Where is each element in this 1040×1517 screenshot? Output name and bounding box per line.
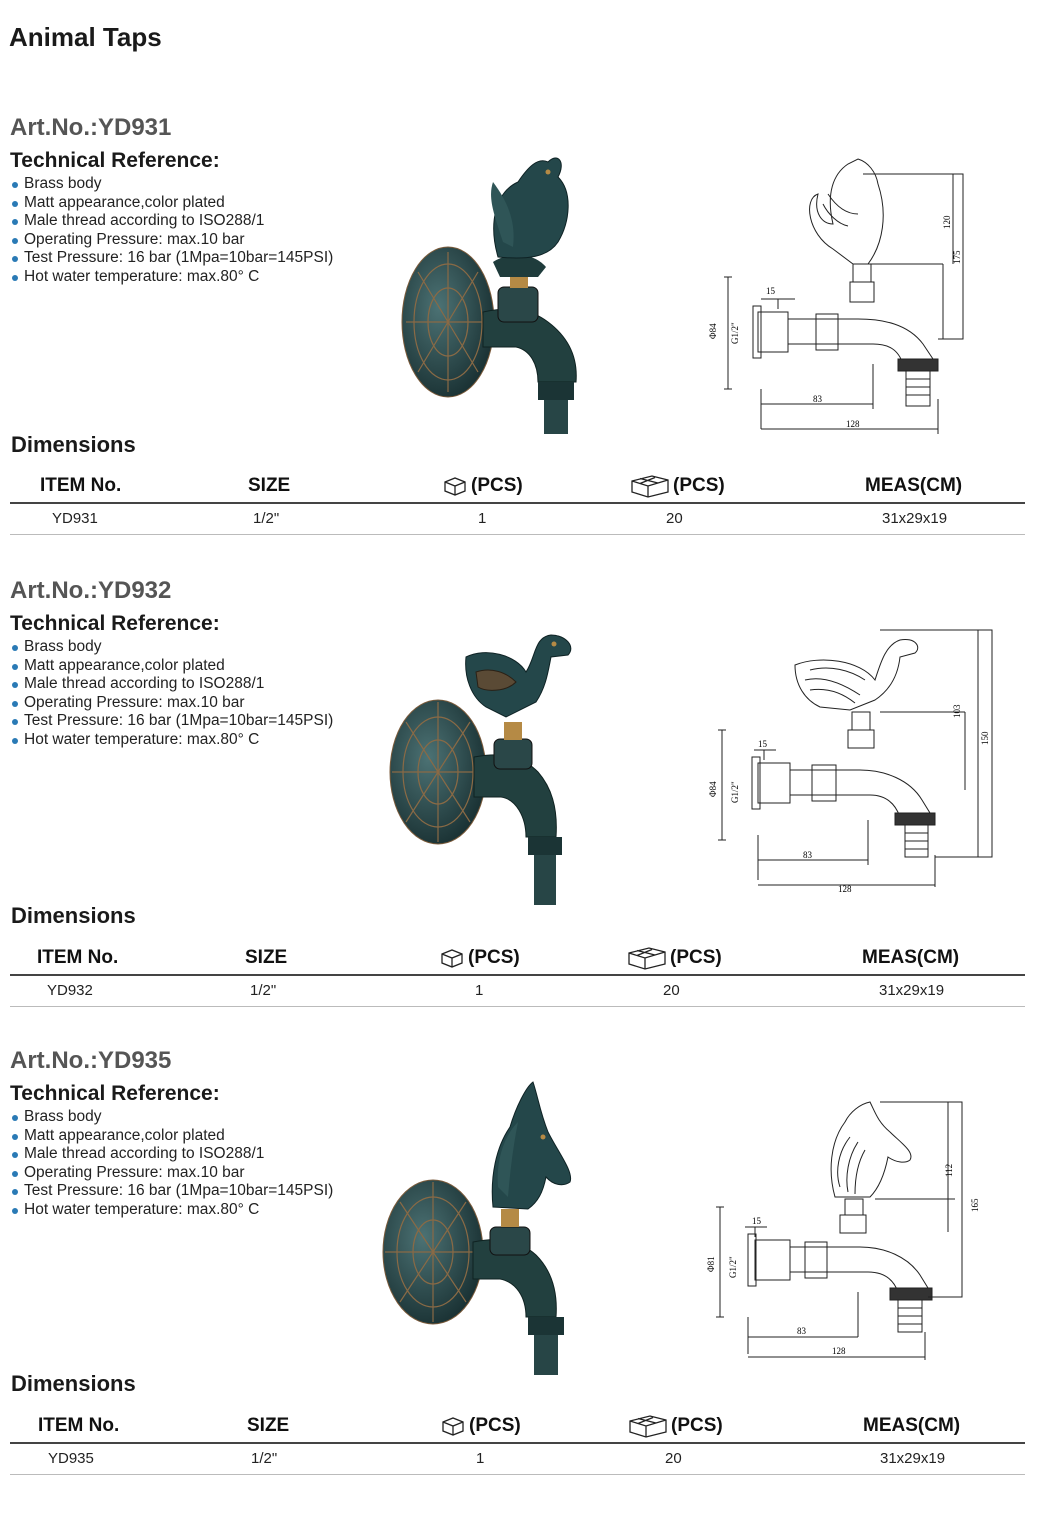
dimension-label: 83	[797, 1326, 806, 1336]
product-section-yd935	[0, 1047, 1040, 1517]
dimensions-title: Dimensions	[11, 903, 136, 928]
art-number: Art.No.:YD932	[10, 577, 172, 604]
dimension-label: 83	[813, 394, 822, 404]
table-row	[10, 976, 1025, 1007]
dimensions-table	[10, 470, 1025, 535]
cell-item: YD931	[52, 510, 98, 527]
cell-inner-pcs: 1	[478, 510, 487, 527]
art-number: Art.No.:YD935	[10, 1047, 172, 1074]
cell-outer-pcs: 20	[663, 982, 680, 999]
col-inner-label: (PCS)	[468, 947, 520, 968]
feature-list	[10, 1108, 333, 1219]
outer-box-icon	[627, 946, 667, 970]
dimension-label: 128	[832, 1346, 846, 1356]
dimension-label: 175	[952, 250, 962, 264]
feature-item: Brass body	[10, 175, 333, 194]
feature-item: Brass body	[10, 1108, 333, 1127]
cell-inner-pcs: 1	[475, 982, 484, 999]
dimension-label: 120	[942, 215, 952, 229]
col-outer-label: (PCS)	[673, 475, 725, 496]
product-photo-duck	[386, 627, 586, 907]
art-number: Art.No.:YD931	[10, 114, 172, 141]
dimension-label: 103	[952, 704, 962, 718]
feature-item: Brass body	[10, 638, 333, 657]
dimensions-table	[10, 942, 1025, 1007]
technical-reference-title: Technical Reference:	[10, 612, 220, 635]
feature-item: Operating Pressure: max.10 bar	[10, 1164, 333, 1183]
dimension-label: 128	[846, 419, 860, 429]
dimensions-table	[10, 1410, 1025, 1475]
col-outer-label: (PCS)	[671, 1415, 723, 1436]
product-section-yd931	[0, 114, 1040, 584]
col-outer-box	[630, 470, 725, 502]
technical-drawing	[698, 154, 1008, 444]
page-title: Animal Taps	[9, 22, 162, 52]
technical-drawing	[700, 625, 1010, 915]
dimensions-title: Dimensions	[11, 432, 136, 457]
col-inner-box	[440, 1410, 521, 1442]
outer-box-icon	[628, 1414, 668, 1438]
feature-item: Male thread according to ISO288/1	[10, 1145, 333, 1164]
feature-item: Matt appearance,color plated	[10, 194, 333, 213]
dimension-label: 150	[980, 731, 990, 745]
feature-item: Male thread according to ISO288/1	[10, 675, 333, 694]
cell-outer-pcs: 20	[666, 510, 683, 527]
cell-size: 1/2"	[250, 982, 277, 999]
cell-meas: 31x29x19	[880, 1450, 946, 1467]
technical-reference-title: Technical Reference:	[10, 1082, 220, 1105]
dimension-label: Φ84	[708, 323, 718, 339]
technical-drawing	[700, 1092, 1010, 1372]
dimension-label: 15	[752, 1216, 761, 1226]
dimension-label: 128	[838, 884, 852, 894]
col-size: SIZE	[248, 475, 291, 496]
feature-list	[10, 638, 333, 749]
table-row	[10, 1444, 1025, 1475]
col-inner-box	[439, 942, 520, 974]
cell-outer-pcs: 20	[665, 1450, 682, 1467]
dimension-label: Φ81	[706, 1256, 716, 1272]
dimension-label: Φ84	[708, 781, 718, 797]
product-photo-rooster	[398, 142, 588, 437]
feature-list	[10, 175, 333, 286]
dimension-label: G1/2"	[728, 1256, 738, 1278]
dimension-label: G1/2"	[730, 781, 740, 803]
product-photo-horse	[378, 1077, 588, 1377]
cell-meas: 31x29x19	[882, 510, 948, 527]
inner-box-icon	[439, 948, 465, 968]
inner-box-icon	[440, 1416, 466, 1436]
col-inner-label: (PCS)	[469, 1415, 521, 1436]
feature-item: Hot water temperature: max.80° C	[10, 731, 333, 750]
dimension-label: 165	[970, 1198, 980, 1212]
col-meas: MEAS(CM)	[865, 475, 963, 496]
cell-meas: 31x29x19	[879, 982, 945, 999]
col-item-no: ITEM No.	[40, 475, 122, 496]
table-header	[10, 470, 1025, 504]
dimension-label: 15	[758, 739, 767, 749]
col-size: SIZE	[247, 1415, 290, 1436]
feature-item: Test Pressure: 16 bar (1Mpa=10bar=145PSI)	[10, 1182, 333, 1201]
col-inner-label: (PCS)	[471, 475, 523, 496]
cell-size: 1/2"	[251, 1450, 278, 1467]
feature-item: Hot water temperature: max.80° C	[10, 268, 333, 287]
table-row	[10, 504, 1025, 535]
dimension-label: 112	[944, 1163, 954, 1177]
feature-item: Hot water temperature: max.80° C	[10, 1201, 333, 1220]
dimension-label: G1/2"	[730, 322, 740, 344]
col-item-no: ITEM No.	[38, 1415, 120, 1436]
table-header	[10, 1410, 1025, 1444]
dimension-label: 15	[766, 286, 775, 296]
col-outer-box	[627, 942, 722, 974]
col-outer-box	[628, 1410, 723, 1442]
cell-size: 1/2"	[253, 510, 280, 527]
col-item-no: ITEM No.	[37, 947, 119, 968]
cell-item: YD932	[47, 982, 93, 999]
col-size: SIZE	[245, 947, 288, 968]
feature-item: Operating Pressure: max.10 bar	[10, 694, 333, 713]
feature-item: Operating Pressure: max.10 bar	[10, 231, 333, 250]
col-meas: MEAS(CM)	[862, 947, 960, 968]
technical-reference-title: Technical Reference:	[10, 149, 220, 172]
dimensions-title: Dimensions	[11, 1371, 136, 1396]
product-section-yd932	[0, 577, 1040, 1047]
feature-item: Matt appearance,color plated	[10, 1127, 333, 1146]
feature-item: Male thread according to ISO288/1	[10, 212, 333, 231]
feature-item: Matt appearance,color plated	[10, 657, 333, 676]
col-outer-label: (PCS)	[670, 947, 722, 968]
dimension-label: 83	[803, 850, 812, 860]
cell-inner-pcs: 1	[476, 1450, 485, 1467]
outer-box-icon	[630, 474, 670, 498]
cell-item: YD935	[48, 1450, 94, 1467]
col-meas: MEAS(CM)	[863, 1415, 961, 1436]
table-header	[10, 942, 1025, 976]
feature-item: Test Pressure: 16 bar (1Mpa=10bar=145PSI)	[10, 712, 333, 731]
feature-item: Test Pressure: 16 bar (1Mpa=10bar=145PSI)	[10, 249, 333, 268]
col-inner-box	[442, 470, 523, 502]
inner-box-icon	[442, 476, 468, 496]
